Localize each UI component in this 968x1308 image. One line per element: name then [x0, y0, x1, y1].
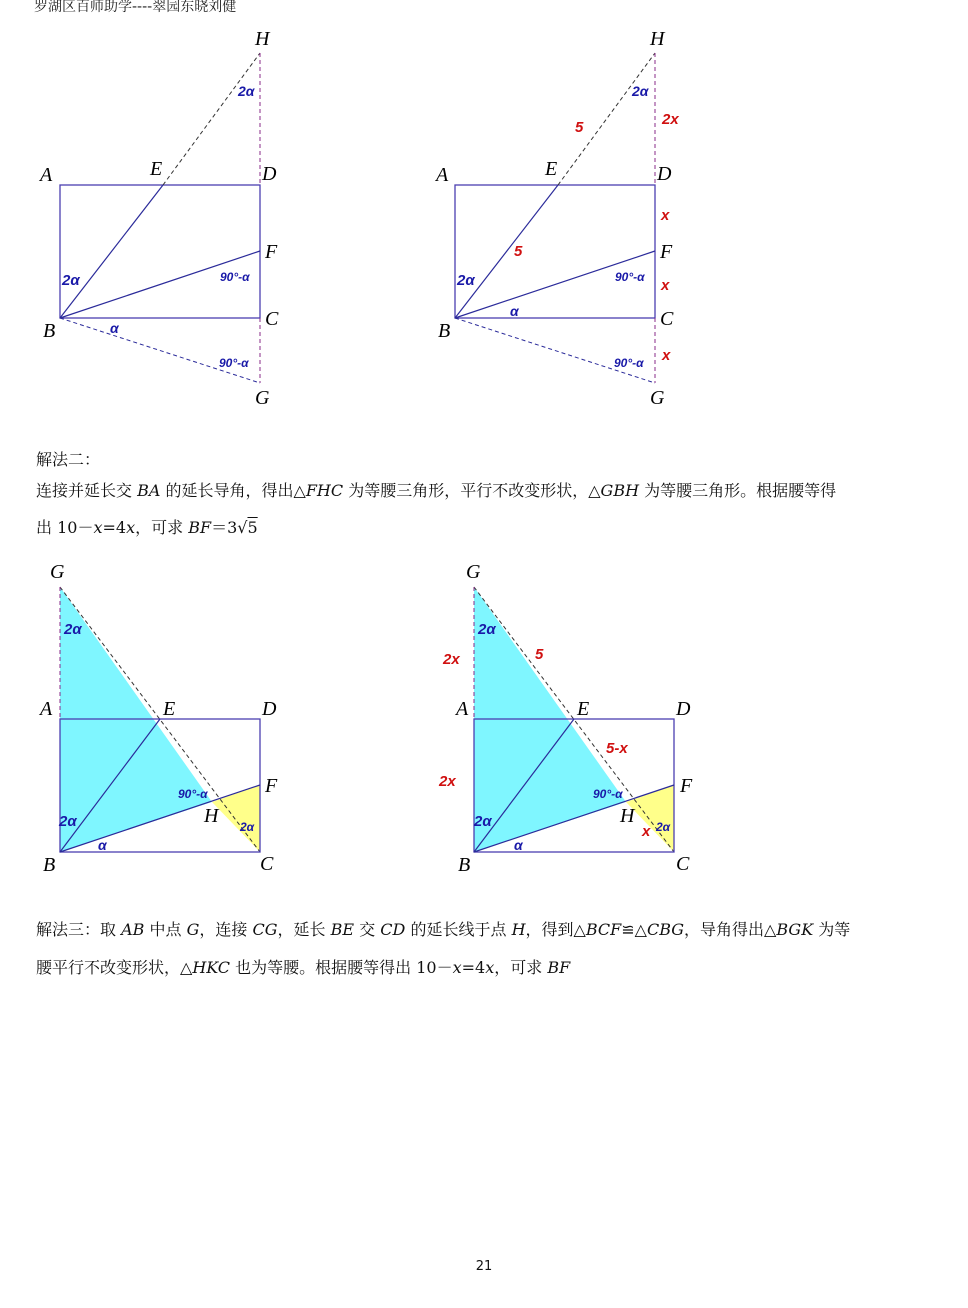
label-90-G: 90°-α: [614, 356, 644, 370]
point-A: A: [456, 698, 469, 720]
figure-2: [434, 28, 679, 409]
point-E: E: [577, 698, 590, 720]
label-2alpha-G: 2α: [478, 621, 496, 638]
point-G: G: [650, 387, 665, 409]
method2-line1: 连接并延长交 BA 的延长导角，得出△FHC 为等腰三角形，平行不改变形状，△GBH 为等腰三角形。根据腰等得: [36, 481, 837, 500]
point-G: G: [50, 561, 65, 583]
label-2x: 2x: [662, 111, 679, 128]
label-x-FC: x: [661, 277, 670, 294]
label-5-upper: 5: [575, 119, 584, 136]
label-x-DF: x: [661, 207, 670, 224]
label-5-lower: 5: [514, 243, 523, 260]
point-G: G: [255, 387, 270, 409]
label-2alpha-B: 2α: [457, 272, 475, 289]
point-A: A: [40, 164, 53, 186]
point-F: F: [660, 241, 673, 263]
point-D: D: [262, 163, 277, 185]
label-90-F: 90°-α: [615, 270, 645, 284]
method2-heading: 解法二：: [36, 450, 101, 469]
point-B: B: [438, 320, 451, 342]
label-alpha: α: [110, 320, 119, 336]
point-D: D: [657, 163, 672, 185]
label-90-F: 90°-α: [220, 270, 250, 284]
label-2x-upper: 2x: [443, 651, 460, 668]
label-5-minus-x: 5-x: [606, 740, 628, 757]
method3-line2: 腰平行不改变形状，△HKC 也为等腰。根据腰等得出 10－x=4x，可求 BF: [36, 958, 571, 977]
point-C: C: [660, 308, 674, 330]
label-2alpha-B: 2α: [62, 272, 80, 289]
label-2alpha-B: 2α: [59, 813, 77, 830]
label-alpha: α: [98, 837, 107, 853]
point-H: H: [620, 805, 635, 827]
point-C: C: [260, 853, 274, 875]
sqrt-symbol: √5: [237, 518, 258, 537]
point-E: E: [545, 158, 558, 180]
label-2alpha-H: 2α: [238, 83, 255, 99]
label-x-CG: x: [662, 347, 671, 364]
label-2alpha-H: 2α: [632, 83, 649, 99]
point-A: A: [40, 698, 53, 720]
figure-1: [38, 28, 279, 409]
point-B: B: [458, 854, 471, 876]
label-90-H: 90°-α: [178, 787, 208, 801]
label-2alpha-G: 2α: [64, 621, 82, 638]
label-x: x: [642, 823, 651, 840]
point-F: F: [680, 775, 693, 797]
label-alpha: α: [510, 303, 519, 319]
figure-3: [38, 561, 278, 876]
label-90-H: 90°-α: [593, 787, 623, 801]
point-F: F: [265, 241, 278, 263]
label-90-G: 90°-α: [219, 356, 249, 370]
label-2x-lower: 2x: [439, 773, 456, 790]
page-number: 21: [475, 1259, 493, 1274]
point-E: E: [150, 158, 163, 180]
label-2alpha-B: 2α: [474, 813, 492, 830]
method2-line2: 出 10－x=4x，可求 BF＝3√5: [36, 518, 258, 537]
label-alpha: α: [514, 837, 523, 853]
point-E: E: [163, 698, 176, 720]
point-H: H: [204, 805, 219, 827]
point-B: B: [43, 320, 56, 342]
point-D: D: [262, 698, 277, 720]
point-C: C: [265, 308, 279, 330]
point-F: F: [265, 775, 278, 797]
point-D: D: [676, 698, 691, 720]
point-A: A: [436, 164, 449, 186]
figure-4: [438, 561, 693, 876]
label-2alpha-C: 2α: [656, 820, 671, 834]
point-B: B: [43, 854, 56, 876]
point-H: H: [650, 28, 665, 50]
label-2alpha-C: 2α: [240, 820, 255, 834]
method3-line1: 解法三：取 AB 中点 G，连接 CG，延长 BE 交 CD 的延长线于点 H，得到△BCF≌△CBG，导角得出△BGK 为等: [36, 920, 851, 939]
point-C: C: [676, 853, 690, 875]
point-G: G: [466, 561, 481, 583]
page-header: 罗湖区百师助学----翠园东晓刘健: [34, 0, 237, 15]
point-H: H: [255, 28, 270, 50]
label-5: 5: [535, 646, 544, 663]
